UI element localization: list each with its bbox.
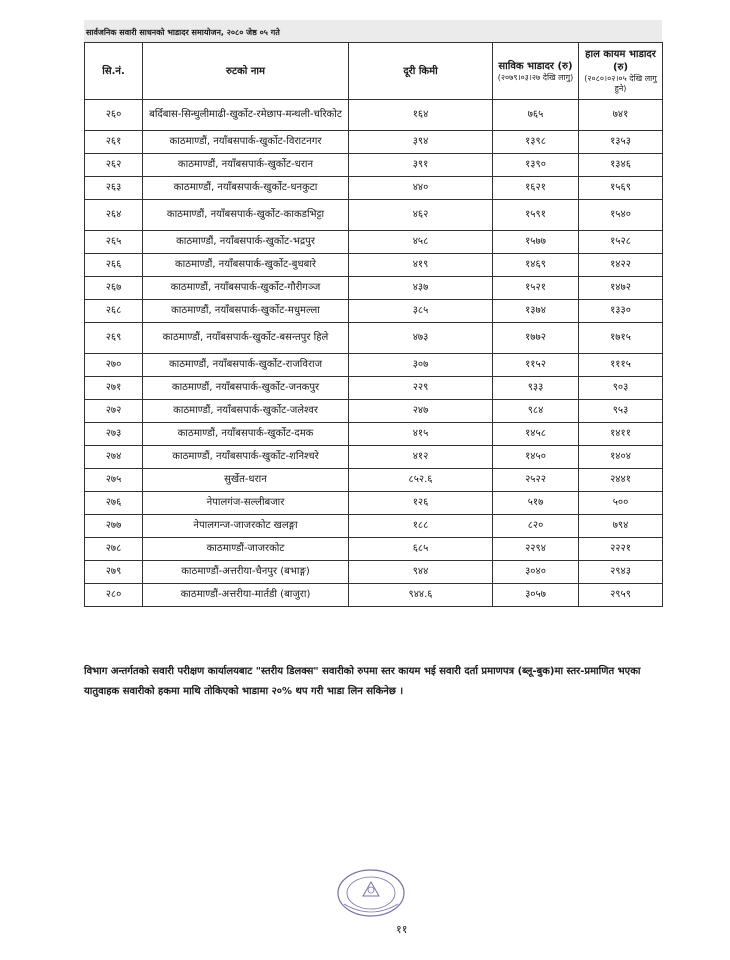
cell-distance: ४७३	[349, 323, 493, 354]
cell-old-fare: ९३३	[493, 377, 579, 400]
cell-sn: २७७	[85, 515, 143, 538]
column-header-sn: सि.नं.	[85, 43, 143, 100]
column-header-new-fare-note: (२०८०।०२।०५ देखि लागु हुने)	[584, 74, 657, 93]
cell-old-fare: १५७७	[493, 231, 579, 254]
cell-sn: २६७	[85, 277, 143, 300]
cell-old-fare: १७७२	[493, 323, 579, 354]
cell-new-fare: १७१५	[579, 323, 663, 354]
cell-route: काठमाण्डौं, नयाँबसपार्क-खुर्कोट-जनकपुर	[143, 377, 349, 400]
cell-sn: २६४	[85, 200, 143, 231]
table-row	[85, 446, 663, 469]
cell-distance: ८५२.६	[349, 469, 493, 492]
cell-distance: ४४०	[349, 177, 493, 200]
cell-distance: ४१२	[349, 446, 493, 469]
cell-route: काठमाण्डौं, नयाँबसपार्क-खुर्कोट-दमक	[143, 423, 349, 446]
cell-sn: २७०	[85, 354, 143, 377]
cell-new-fare: १३३०	[579, 300, 663, 323]
cell-new-fare: ९०३	[579, 377, 663, 400]
cell-route: काठमाण्डौं-अत्तरीया-मार्तडी (बाजुरा)	[143, 584, 349, 607]
cell-new-fare: ७९४	[579, 515, 663, 538]
cell-distance: ४६२	[349, 200, 493, 231]
cell-old-fare: ११५२	[493, 354, 579, 377]
cell-distance: ३९१	[349, 154, 493, 177]
cell-sn: २७८	[85, 538, 143, 561]
cell-old-fare: १३७४	[493, 300, 579, 323]
column-header-distance: दूरी किमी	[349, 43, 493, 100]
page-number: ११	[396, 923, 408, 936]
table-row	[85, 515, 663, 538]
table-row	[85, 277, 663, 300]
cell-new-fare: २२२१	[579, 538, 663, 561]
cell-new-fare: १११५	[579, 354, 663, 377]
table-row	[85, 584, 663, 607]
cell-route: काठमाण्डौं, नयाँबसपार्क-खुर्कोट-काकडभिट्टा	[143, 200, 349, 231]
table-row	[85, 538, 663, 561]
cell-new-fare: ५००	[579, 492, 663, 515]
cell-route: काठमाण्डौं, नयाँबसपार्क-खुर्कोट-बसन्तपुर हिले	[143, 323, 349, 354]
cell-route: नेपालगन्ज-जाजरकोट खलङ्गा	[143, 515, 349, 538]
cell-route: काठमाण्डौं, नयाँबसपार्क-खुर्कोट-गौरीगञ्ज	[143, 277, 349, 300]
table-row	[85, 469, 663, 492]
cell-sn: २६०	[85, 100, 143, 131]
cell-route: काठमाण्डौं, नयाँबसपार्क-खुर्कोट-जलेश्वर	[143, 400, 349, 423]
cell-new-fare: १४२२	[579, 254, 663, 277]
cell-distance: ३९४	[349, 131, 493, 154]
table-row	[85, 254, 663, 277]
cell-sn: २७४	[85, 446, 143, 469]
cell-sn: २६९	[85, 323, 143, 354]
cell-route: काठमाण्डौं, नयाँबसपार्क-खुर्कोट-भद्रपुर	[143, 231, 349, 254]
deluxe-surcharge-note: विभाग अन्तर्गतको सवारी परीक्षण कार्यालयबाट "स्तरीय डिलक्स" सवारीको रुपमा स्तर कायम भई सवारी दर्ता प्रमाणपत्र (ब्लू-बुक)मा स्तर-प्रमाणित भएका यातुवाहक सवारीको हकमा माथि तोकिएको भाडामा २०% थप गरी भाडा लिन सकिनेछ ।	[84, 666, 641, 697]
cell-old-fare: ३०५७	[493, 584, 579, 607]
table-row	[85, 300, 663, 323]
cell-distance: ४३७	[349, 277, 493, 300]
cell-route: काठमाण्डौं, नयाँबसपार्क-खुर्कोट-धरान	[143, 154, 349, 177]
column-header-old-fare: साविक भाडादर (रु) (२०७९।०३।२७ देखि लागु)	[493, 43, 579, 100]
cell-new-fare: ९५३	[579, 400, 663, 423]
cell-sn: २७९	[85, 561, 143, 584]
cell-distance: ४१९	[349, 254, 493, 277]
cell-old-fare: १५९१	[493, 200, 579, 231]
cell-route: काठमाण्डौं, नयाँबसपार्क-खुर्कोट-मधुमल्ला	[143, 300, 349, 323]
cell-sn: २६३	[85, 177, 143, 200]
cell-old-fare: १३९८	[493, 131, 579, 154]
cell-route: नेपालगंज-सल्लीबजार	[143, 492, 349, 515]
cell-sn: २८०	[85, 584, 143, 607]
cell-sn: २६६	[85, 254, 143, 277]
fare-rate-table	[84, 42, 663, 607]
cell-distance: १८८	[349, 515, 493, 538]
cell-new-fare: १४०४	[579, 446, 663, 469]
cell-distance: १६४	[349, 100, 493, 131]
cell-route: काठमाण्डौं, नयाँबसपार्क-खुर्कोट-धनकुटा	[143, 177, 349, 200]
table-row	[85, 561, 663, 584]
cell-old-fare: ३०४०	[493, 561, 579, 584]
table-row	[85, 177, 663, 200]
cell-sn: २७६	[85, 492, 143, 515]
table-row	[85, 400, 663, 423]
cell-distance: १२६	[349, 492, 493, 515]
cell-route: काठमाण्डौं, नयाँबसपार्क-खुर्कोट-राजविराज	[143, 354, 349, 377]
table-row	[85, 231, 663, 254]
cell-new-fare: १४७२	[579, 277, 663, 300]
cell-new-fare: २४४१	[579, 469, 663, 492]
cell-sn: २६२	[85, 154, 143, 177]
cell-new-fare: १५४०	[579, 200, 663, 231]
cell-route: काठमाण्डौं-जाजरकोट	[143, 538, 349, 561]
cell-route: सुर्खेत-धरान	[143, 469, 349, 492]
table-row	[85, 354, 663, 377]
cell-old-fare: ५१७	[493, 492, 579, 515]
column-header-old-fare-note: (२०७९।०३।२७ देखि लागु)	[497, 72, 574, 82]
cell-distance: ३०७	[349, 354, 493, 377]
table-row	[85, 323, 663, 354]
cell-distance: ९४४.६	[349, 584, 493, 607]
cell-distance: ४१५	[349, 423, 493, 446]
table-row	[85, 200, 663, 231]
cell-old-fare: ८२०	[493, 515, 579, 538]
cell-route: बर्दिबास-सिन्धुलीमाढी-खुर्कोट-रमेछाप-मन्थली-चरिकोट	[143, 100, 349, 131]
cell-old-fare: १६२१	[493, 177, 579, 200]
table-row	[85, 131, 663, 154]
cell-sn: २७३	[85, 423, 143, 446]
table-row	[85, 423, 663, 446]
cell-distance: ४५८	[349, 231, 493, 254]
cell-sn: २७२	[85, 400, 143, 423]
cell-distance: ६८५	[349, 538, 493, 561]
column-header-route: रुटको नाम	[143, 43, 349, 100]
column-header-new-fare: हाल कायम भाडादर (रु) (२०८०।०२।०५ देखि लागु हुने)	[579, 43, 663, 100]
document-header: सार्वजनिक सवारी साधनको भाडादर समायोजन, २०८० जेष्ठ ०५ गते	[86, 28, 280, 37]
cell-new-fare: १५२८	[579, 231, 663, 254]
table-header-row	[85, 43, 663, 100]
cell-sn: २६५	[85, 231, 143, 254]
cell-sn: २६८	[85, 300, 143, 323]
cell-old-fare: २५२२	[493, 469, 579, 492]
cell-route: काठमाण्डौं, नयाँबसपार्क-खुर्कोट-बुधबारे	[143, 254, 349, 277]
cell-distance: २२९	[349, 377, 493, 400]
cell-new-fare: २९५९	[579, 584, 663, 607]
cell-route: काठमाण्डौं-अत्तरीया-चैनपुर (बभाङ्ग)	[143, 561, 349, 584]
cell-sn: २७५	[85, 469, 143, 492]
cell-new-fare: ७४१	[579, 100, 663, 131]
cell-distance: ९४४	[349, 561, 493, 584]
cell-distance: २४७	[349, 400, 493, 423]
table-row	[85, 492, 663, 515]
table-row	[85, 100, 663, 131]
cell-old-fare: ९८४	[493, 400, 579, 423]
cell-new-fare: १३५३	[579, 131, 663, 154]
cell-old-fare: १४५८	[493, 423, 579, 446]
cell-route: काठमाण्डौं, नयाँबसपार्क-खुर्कोट-विराटनगर	[143, 131, 349, 154]
cell-old-fare: १५२१	[493, 277, 579, 300]
table-row	[85, 377, 663, 400]
cell-old-fare: १४६९	[493, 254, 579, 277]
cell-new-fare: १५६९	[579, 177, 663, 200]
cell-distance: ३८५	[349, 300, 493, 323]
cell-route: काठमाण्डौं, नयाँबसपार्क-खुर्कोट-शनिश्चरे	[143, 446, 349, 469]
cell-new-fare: २९४३	[579, 561, 663, 584]
department-seal-icon	[336, 868, 406, 918]
cell-old-fare: ७६५	[493, 100, 579, 131]
cell-old-fare: २२९४	[493, 538, 579, 561]
cell-new-fare: १३४६	[579, 154, 663, 177]
table-row	[85, 154, 663, 177]
cell-sn: २६१	[85, 131, 143, 154]
cell-old-fare: १३९०	[493, 154, 579, 177]
cell-new-fare: १४११	[579, 423, 663, 446]
cell-old-fare: १४५०	[493, 446, 579, 469]
cell-sn: २७१	[85, 377, 143, 400]
